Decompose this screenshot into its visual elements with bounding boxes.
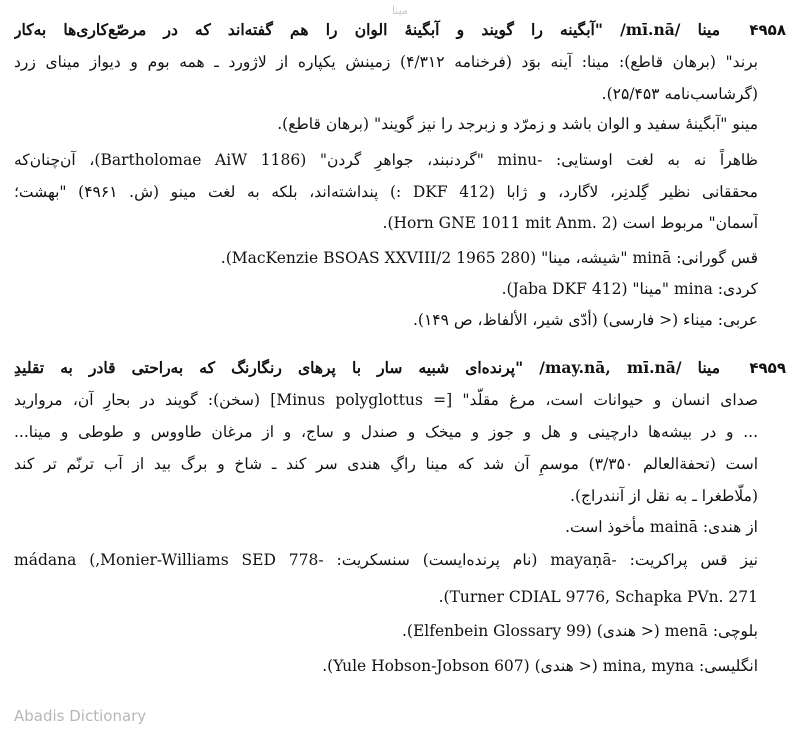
entry-text-line: انگلیسی: mina, myna (< هندی) (Yule Hobson-Jobson 607). — [322, 657, 758, 675]
entry-text-line: ... و در بیشه‌ها دارچینی و هل و جوز و میخک و صندل و ساج، و از مرغان طاووس و طوطی و مینا... — [14, 423, 758, 441]
entry-text-line: (ملّاطغرا ـ به نقل از آنندراج). — [570, 487, 758, 505]
entry-text-line: (گرشاسب‌نامه ۲۵/۴۵۳). — [601, 85, 758, 103]
entry-text-line: از هندی: mainā مأخوذ است. — [565, 518, 758, 536]
entry-text-line: Turner CDIAL 9776, Schapka PVn. 271). — [438, 588, 758, 606]
entry-text-line: آسمان" مربوط است (Horn GNE 1011 mit Anm. 2). — [382, 214, 758, 232]
entry-text-line: کردی: mina "مینا" (Jaba DKF 412). — [501, 280, 758, 298]
entry-text-line: نیز قس پراکریت: -mayaṇā (نام پرنده‌ایست) سنسکریت: -mádana (,Monier-Williams SED 778 — [14, 551, 758, 569]
entry-number: ۴۹۵۸ — [749, 21, 786, 39]
entry-text-line: صدای انسان و حیوانات است، مرغ مقلّد" [= Minus polyglottus] (سخن): گویند در بحارِ آن، مروارید — [14, 391, 758, 409]
watermark: Abadis Dictionary — [14, 707, 147, 725]
entry-text-line: ظاهراً نه به لغت اوستایی: -minu "گردنبند، جواهرِ گردن" (Bartholomae AiW 1186)، آن‌چنان‌که — [14, 151, 758, 169]
entry-text-line: مینو "آبگینهٔ سفید و الوان باشد و زمرّد و زبرجد را نیز گویند" (برهان قاطع). — [277, 115, 758, 133]
entry-headword-line: مینا /may.nā, mī.nā/ "پرنده‌ای شبیه سار با پرهای رنگارنگ که به‌راحتی قادر به تقلیدِ — [14, 358, 720, 377]
entry-text-line: قس گورانی: minā "شیشه، مینا" (MacKenzie BSOAS XXVIII/2 1965 280). — [220, 249, 758, 267]
page-ghost-title: مینا — [392, 4, 408, 17]
entry-text-line: عربی: میناء (< فارسی) (أدّی شیر، الألفاظ، ص ۱۴۹). — [412, 311, 758, 329]
entry-text-line: است (تحفة‌العالم ۳/۳۵۰) موسمِ آن شد که مینا راگِ هندی سر کند ـ شاخ و برگ بید از آب ترنّم تر کند — [14, 455, 758, 473]
entry-headword-line: مینا /mī.nā/ "آبگینه را گویند و آبگینهٔ الوان را هم گفته‌اند که در مرصّع‌کاری‌ها به‌کار — [14, 20, 720, 39]
entry-text-line: محققانی نظیر گِلدنِر، لاگارد، و ژابا (DKF 412 :) پنداشته‌اند، بلکه به لغت مینو (ش. ۴۹۶۱) "بهشت؛ — [14, 183, 758, 201]
entry-text-line: برند" (برهان قاطع): مینا: آینه بوَد (فرخنامه ۴/۳۱۲) زمینش یکپاره از لاژورد ـ همه بوم و دیواز مینای زرد — [14, 53, 758, 71]
entry-number: ۴۹۵۹ — [749, 359, 786, 377]
entry-text-line: بلوچی: menā (< هندی) (Elfenbein Glossary 99). — [402, 622, 758, 640]
